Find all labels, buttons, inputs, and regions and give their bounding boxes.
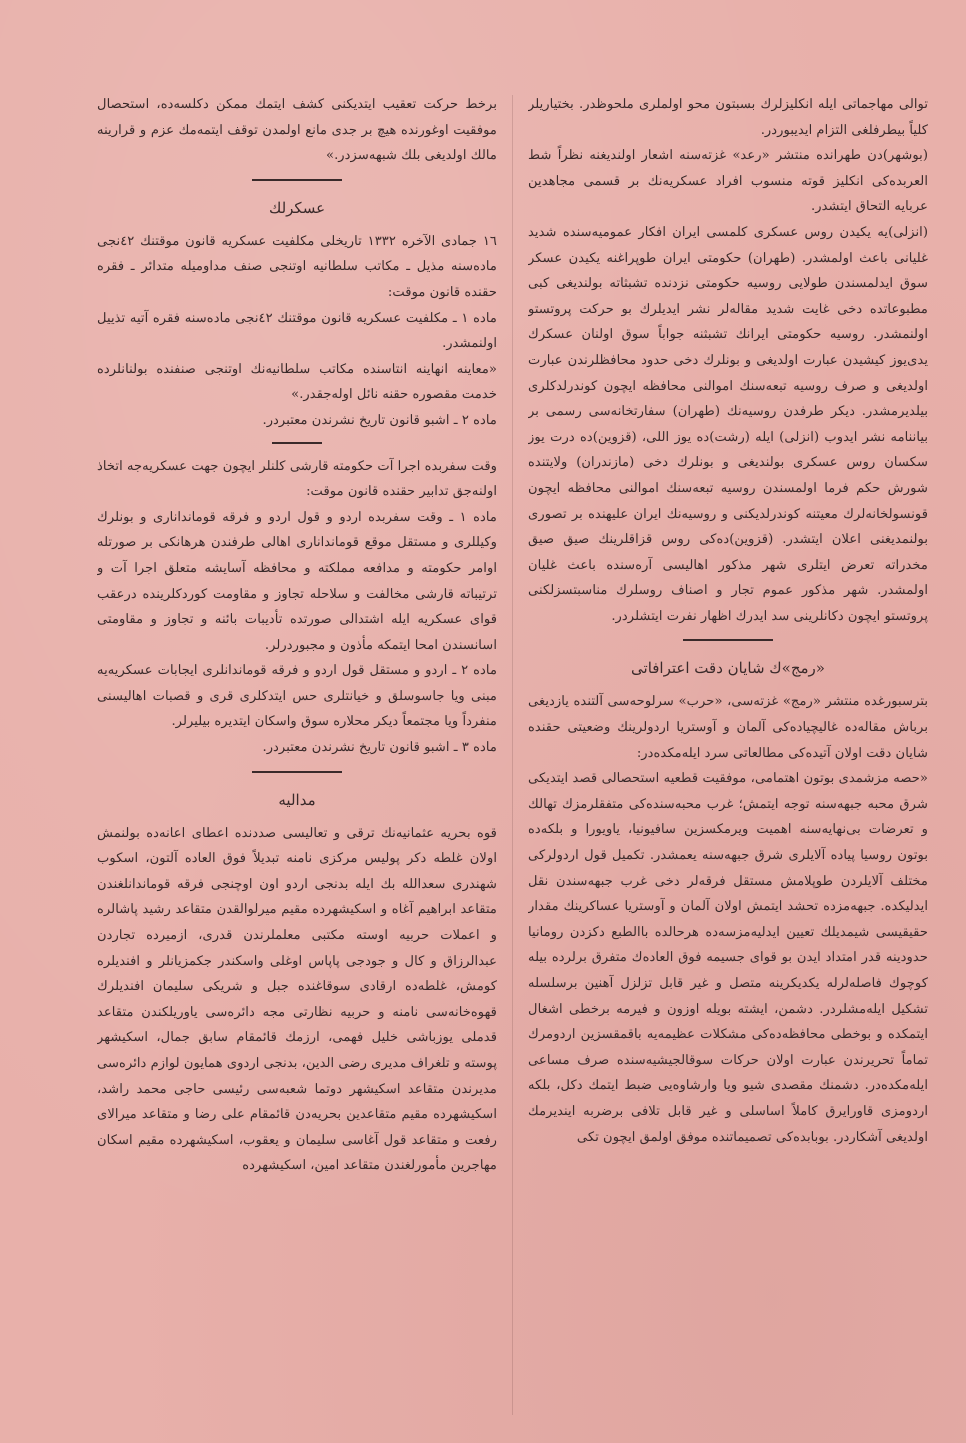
section-divider [252,771,342,773]
paragraph: (انزلی)یه یکیدن روس عسکری کلمسی ایران افکار عمومیه‌سنده شدید غلیانی باعث اولمشدر. (طهران) حکومتی ایران طوپراغنه یکیدن عسکر سوق ایدلمسندن طولایی روسیه حکومتی نزدنده تشبثاته بولندیغی کبی مطبوعاتده دخی غایت شدید مقاله‌لر نشر ایدیلرك بو حرکت پروتستو اولنمشدر. روسیه حکومتی ایرانك تشبثنه جواباً سوق اولنان عسکرك یدی‌یوز کیشیدن عبارت اولدیغی و بونلرك دخی حدود محافظلرندن عبارت اولدیغی و صرف روسیه تبعه‌سنك اموالنی محافظه ایچون کوندرلدکلری بیلدیرمشدر. دیکر طرفدن روسیه‌نك (طهران) سفارتخانه‌سی رسمی بر بیاننامه نشر ایدوب (انزلی) ایله (رشت)ده یوز اللی، (قزوین)ده درت یوز سکسان روس عسکری بولندیغی و بونلرك دخی (مازندران) ولایتنده شورش حکم فرما اولمسندن روسیه تبعه‌سنك اموالنی محافظه ایچون قونسولخانه‌لرك معیتنه کوندرلدیکنی و روسیه‌نك ایران علیهنده بر تصوری بولنمدیغنی اعلان ایتشدر. (قزوین)ده‌کی روس قزاقلرینك صیق صیق مخدراته تعرض ایتلری شهر مذکور اهالیسی آره‌سنده باعث غلیان اولمشدر. شهر مذکور عموم تجار و اصناف روسلرك مناسبتسزلکنی پروتستو ایچون دکانلرینی سد ایدرك اظهار نفرت ایتشلردر. [528,224,928,624]
section-divider [683,639,773,641]
paragraph: ماده ٣ ـ اشبو قانون تاریخ نشرندن معتبردر. [262,740,497,756]
paragraph: «معاینه انهاینه انتاسنده مکاتب سلطانیه‌نك اوتنجی صنفنده بولنانلرده خدمت مقصوره حقنه نائل اوله‌جقدر.» [97,361,497,403]
paragraph: ماده ٢ ـ اردو و مستقل قول اردو و فرقه قوماندانلری ایجابات عسکریه‌یه مبنی ویا جاسوسلق و خیانتلری حس ایتدکلری قری و قصبات اهالیسنی منفرداً ویا مجتمعاً دیکر محلاره سوق واسکان ایتدیره بیلیرلر. [97,663,497,730]
paragraph: ١٦ جمادی الآخره ١٣٣٢ تاریخلی مکلفیت عسکریه قانون موقتنك ٤٢نجی ماده‌سنه مذیل ـ مکاتب سلطانیه اوتنجی صنف مداومیله متدائر ـ فقره حقنده قانون موقت: [97,233,497,300]
paragraph: بترسبورغده منتشر «رمج» غزته‌سی، «حرب» سرلوحه‌سی آلتنده یازدیغی برباش مقاله‌ده غالیچیاده‌کی آلمان و آوستریا اردولرینك وضعیتی حقنده شایان دقت اولان آتیده‌کی مطالعاتی سرد ایله‌مکده‌در: [528,694,928,761]
paragraph: وقت سفربده اجرا آت حکومته قارشی کلنلر ایچون جهت عسکریه‌جه اتخاذ اولنه‌جق تدابیر حقنده قانون موقت: [97,458,497,500]
right-column [528,92,928,1422]
paragraph: توالی مهاجماتی ایله انکلیزلرك بسبتون محو اولملری ملحوظدر. بختیاریلر کلیاً بیطرفلغی التزام ایدیبوردر. [528,97,928,138]
paragraph: ماده ١ ـ مکلفیت عسکریه قانون موقتنك ٤٢نجی ماده‌سنه فقره آتیه تذییل اولنمشدر. [97,310,497,352]
column-divider [512,95,513,1415]
paragraph: ماده ١ ـ وقت سفربده اردو و قول اردو و فرقه قومانداناری و بونلرك وکیللری و مستقل موقع قومانداناری اهالی طرفندن هرهانکی بر صورتله اوامر حکومته و مدافعه مملکته و محافظه آسایشه متعلق اجرا آت و ترتیباته قارشی مخالفت و سلاحله تجاوز و مقاومت کوردکلرینده درعقب قوای عسکریه ایله اشتدالی صورتده تأدیبات بائنه و تجاوز و مقاومتی اسانسندن امحا ایتمکه مأذون و مجبوردرلر. [97,509,497,653]
section-heading: عسکرلك [268,198,326,217]
paragraph: برخط حرکت تعقیب ایتدیکنی کشف ایتمك ممکن دکلسه‌ده، استحصال موفقیت اوغورنده هیچ بر جدی مانع اولمدن توقف ایتمه‌مك عزم و قرارینه مالك اولدیغی بلك شبهه‌سزدر.» [97,97,497,164]
section-divider [252,179,342,181]
left-column [97,92,497,1392]
paragraph: ماده ٢ ـ اشبو قانون تاریخ نشرندن معتبردر. [262,412,497,428]
paragraph: «حصه مزشمدی بوتون اهتمامی، موفقیت قطعیه استحصالی قصد ایتدیکی شرق محبه جبهه‌سنه توجه ایتمش؛ غرب محبه‌سنده‌کی متفقلرمزك تهالك و تعرضات بی‌نهایه‌سنه اهمیت ویرمکسزین سافیونیا، یاویورا و بلکه‌ده بوتون روسیا پیاده آلایلری شرق جبهه‌سنه یعمشدر. تکمیل قول اردولرکی مختلف آلایلردن طوپلامش مستقل فرقه‌لر دخی غرب جبهه‌سندن نقل ایدلیکده. جبهه‌مزده تحشد ایتمش اولان آلمان و آوستریا عساکرینك مقدار حقیقیسی شیمدیلك تعیین ایدلیه‌مزسه‌ده هرحالده باالطبع دکزدن رومانیا حدودینه قدر امتداد ایدن بو قوای جسیمه فوق العاده‌ك متفرق برلرده بیله کوچوك فاصله‌لرله یکدیکرینه متصل و غیر قابل تزلزل آهنین برسلسله تشکیل ایله‌مشلردر. دشمن، ایشته بویله اوزون و فیرمه برخطی اشغال ایتمکده و بوخطی محافظه‌ده‌کی مشکلات عظیمه‌یه باقمقسزین اردومرك تماماً تحریرندن عبارت اولان حرکات سوقالجیشیه‌سنده صرف مساعی ایله‌مکده‌در. دشمنك مقصدی شیو ویا وارشاوه‌یی ضبط ایتمك دکل، بلکه اردومزی قاورایرق کاملاً اساسلی و غیر قابل تلافی برضربه ایندیرمك اولدیغی آشکاردر. بوبابده‌کی تصمیماتنده موفق اولمق ایچون تکی [528,771,928,1145]
section-divider [272,442,322,444]
paragraph: (بوشهر)دن طهرانده منتشر «رعد» غزته‌سنه اشعار اولندیغنه نظراً شط العربده‌کی انکلیز قوته منسوب افراد عسکریه‌نك بر قسمی مجاهدین عربایه التحاق ایتشدر. [528,148,928,215]
paragraph: قوه بحریه عثمانیه‌نك ترقی و تعالیسی صددنده اعطای اعانه‌ده بولنمش اولان غلطه دکر پولیس مرکزی نامنه تبدیلاً فوق العاده آلتون، اسکوب شهندری سعدالله بك ایله بدنجی اردو اون اوچنجی فرقه قوماندانلغندن متقاعد ابراهیم آغاه و اسکیشهرده مقیم میرلوالقدن متقاعد رشید پاشالره و اعملات حربیه اوسته مکتبی معلملرندن قدری، ازمیرده تجاردن عبدالرزاق و کال و جودجی پاپاس اوغلی واسکندر جکمزیانلر و افندیلره کومش، غلطه‌ده ارقادی سوقاغنده جبل و شریکی سلیمان افندیلرك قهوه‌خانه‌سی نامنه و حربیه نظارتی مجه دائره‌سی یاوریلکندن متقاعد قدملی یوزباشی خلیل فهمی، ارزمك قائمقام سابق جمال، اسکیشهر پوسته و تلغراف مدیری رضی الدین، بدنجی اردوی همایون لوازم دائره‌سی مدیرندن متقاعد اسکیشهر دوتما شعبه‌سی رئیسی حاجی محمد راشد، اسکیشهرده مقیم متقاعدین بحریه‌دن قائمقام علی رضا و متقاعد میرالای رفعت و متقاعد قول آغاسی سلیمان و یعقوب، اسکیشهرده مقیم اسکان مهاجرین مأمورلغندن متقاعد امین، اسکیشهرده [97,825,497,1174]
section-heading: «رمج»ك شایان دقت اعترافاتی [631,659,825,678]
section-heading: مداليه [278,790,316,809]
